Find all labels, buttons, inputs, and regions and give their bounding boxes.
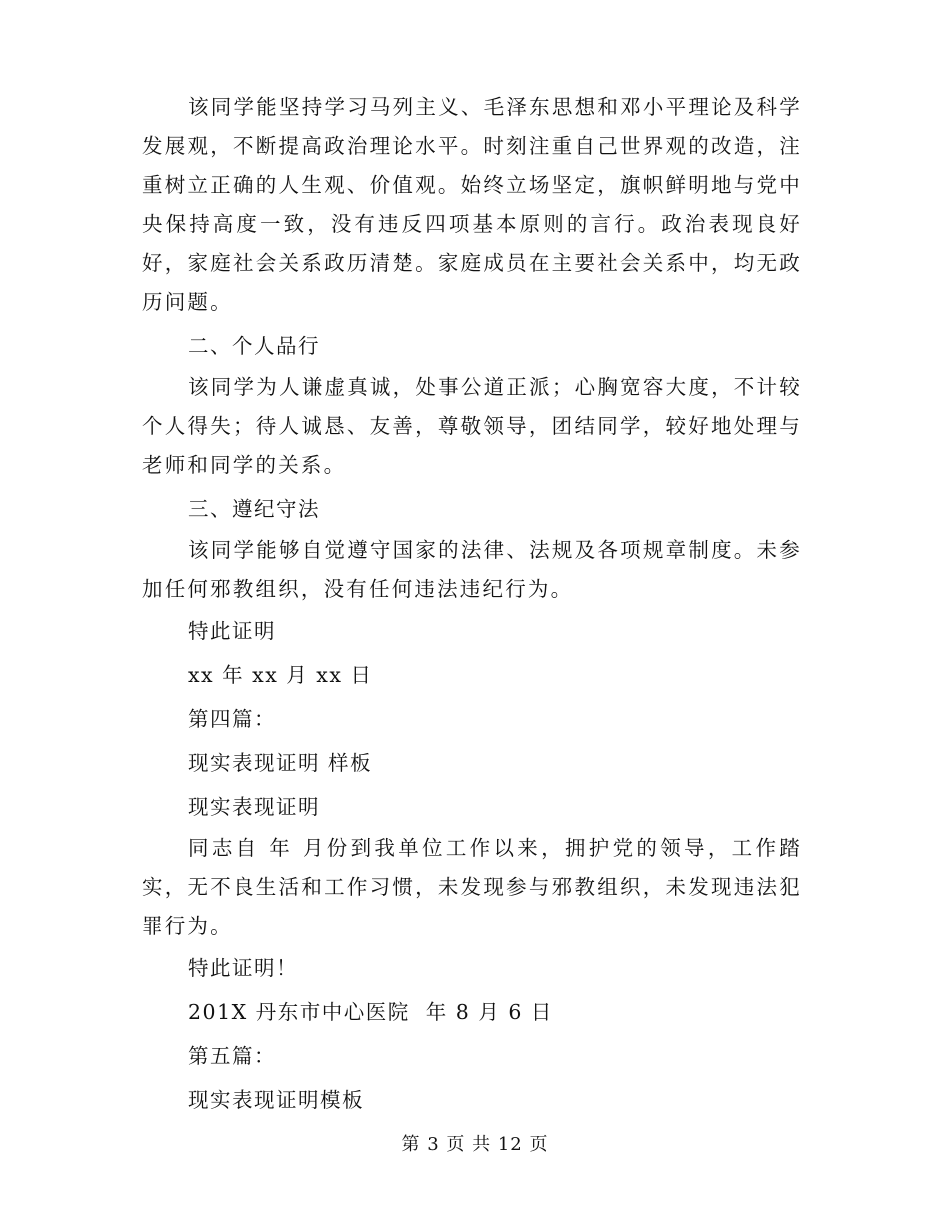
paragraph-discipline: 该同学能够自觉遵守国家的法律、法规及各项规章制度。未参加任何邪教组织，没有任何违法违纪行为。: [142, 538, 802, 601]
chapter-title: 现实表现证明: [188, 795, 320, 819]
chapter-title-template: 现实表现证明模板: [188, 1088, 364, 1112]
certification-line: 特此证明: [188, 619, 276, 643]
certification-line-2: 特此证明！: [188, 956, 298, 980]
chapter-title-sample: 现实表现证明 样板: [188, 751, 373, 775]
chapter-heading-4: 第四篇：: [188, 707, 276, 731]
section-heading-discipline: 三、遵纪守法: [188, 497, 320, 521]
section-heading-conduct: 二、个人品行: [188, 334, 320, 358]
paragraph-work-performance: 同志自 年 月份到我单位工作以来，拥护党的领导，工作踏实，无不良生活和工作习惯，未发现参与邪教组织，未发现违法犯罪行为。: [142, 836, 802, 938]
page-footer: 第 3 页 共 12 页: [401, 1134, 549, 1155]
chapter-heading-5: 第五篇：: [188, 1044, 276, 1068]
paragraph-conduct: 该同学为人谦虚真诚，处事公道正派；心胸宽容大度，不计较个人得失；待人诚恳、友善，尊敬领导，团结同学，较好地处理与老师和同学的关系。: [142, 375, 802, 477]
date-line-2: 201X 丹东市中心医院 年 8 月 6 日: [188, 1000, 553, 1024]
date-line: xx 年 xx 月 xx 日: [188, 663, 373, 687]
paragraph-political: 该同学能坚持学习马列主义、毛泽东思想和邓小平理论及科学发展观，不断提高政治理论水平。时刻注重自己世界观的改造，注重树立正确的人生观、价值观。始终立场坚定，旗帜鲜明地与党中央保持高度一致，没有违反四项基本原则的言行。政治表现良好好，家庭社会关系政历清楚。家庭成员在主要社会关系中，均无政历问题。: [142, 95, 802, 314]
document-body: [142, 88, 802, 1122]
